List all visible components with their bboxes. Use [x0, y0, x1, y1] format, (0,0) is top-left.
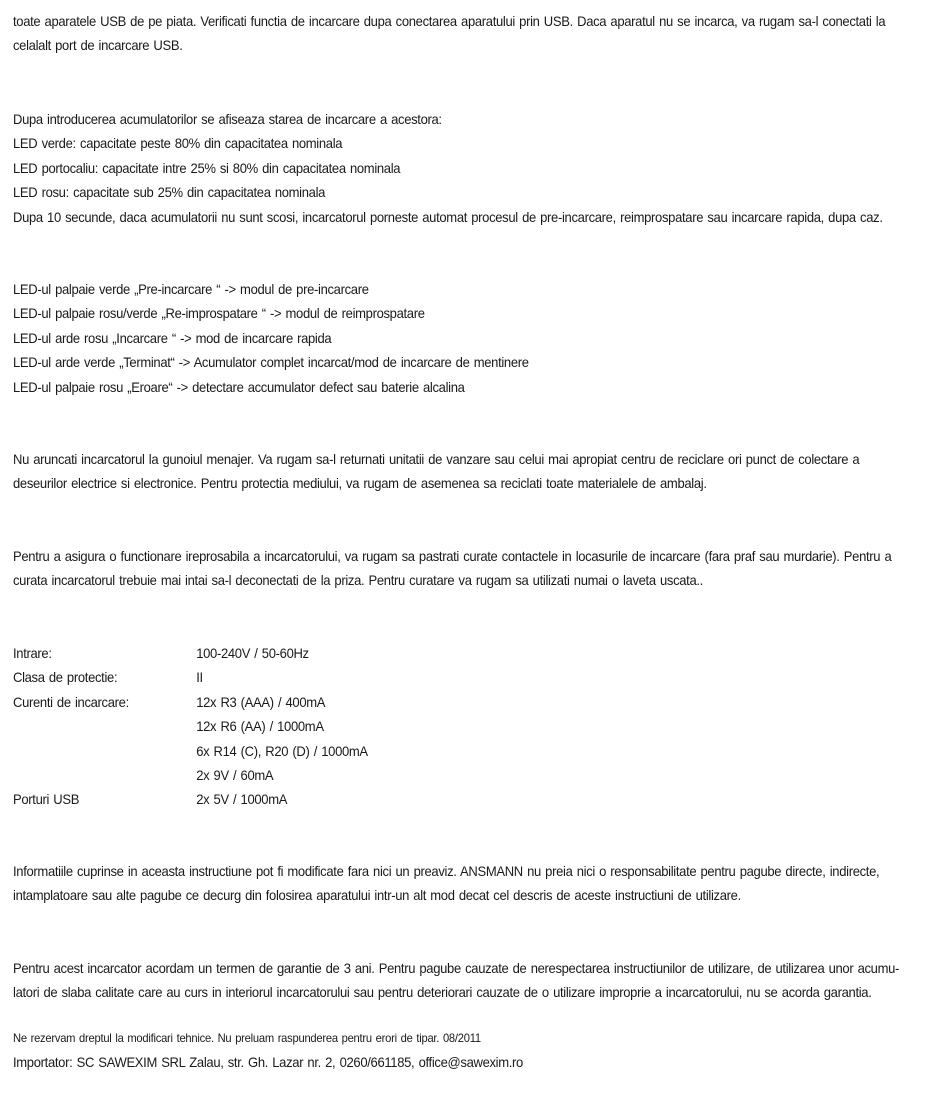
- spec-row: [13, 665, 934, 689]
- text-line: Nu aruncati incarcatorul la gunoiul menajer. Va rugam sa-l returnati unitatii de vanzare sau celui mai apropiat centru de reciclare ori punct de colectare a: [13, 451, 860, 467]
- text-line: Pentru acest incarcator acordam un termen de garantie de 3 ani. Pentru pagube cauzate de nerespectarea instructiunilor de utilizare, de utilizarea unor acumu-: [13, 960, 900, 976]
- spec-row: [13, 787, 934, 811]
- spec-value: II: [196, 669, 203, 686]
- text-line: LED portocaliu: capacitate intre 25% si 80% din capacitatea nominala: [13, 159, 401, 176]
- spec-row: [13, 763, 934, 787]
- text-line: LED-ul palpaie rosu „Eroare“ -> detectare accumulator defect sau baterie alcalina: [13, 378, 465, 395]
- spec-row: [13, 739, 934, 763]
- text-line: LED-ul arde verde „Terminat“ -> Acumulator complet incarcat/mod de incarcare de mentinere: [13, 354, 529, 371]
- spec-row: [13, 714, 934, 738]
- text-line: intamplatoare sau alte pagube ce decurg din folosirea aparatului intr-un alt mod decat cel descris de aceste instructiuni de utilizare.: [13, 887, 741, 904]
- spec-label: [13, 739, 196, 763]
- text-line: deseurilor electrice si electronice. Pentru protectia mediului, va rugam de asemenea sa reciclati toate materialele de ambalaj.: [13, 475, 707, 492]
- text-line: LED rosu: capacitate sub 25% din capacitatea nominala: [13, 184, 326, 201]
- text-line: latori de slaba calitate care au curs in interiorul incarcatorului sau pentru deteriorari cauzate de o utilizare improprie a incarcatorului, nu se acorda garantia.: [13, 984, 872, 1001]
- led-modes-paragraph: [13, 277, 934, 399]
- importer-info: Importator: SC SAWEXIM SRL Zalau, str. Gh. Lazar nr. 2, 0260/661185, office@sawexim.ro: [13, 1054, 523, 1070]
- spec-row: [13, 690, 934, 714]
- text-line: Informatiile cuprinse in aceasta instructiune pot fi modificate fara nici un preaviz. ANSMANN nu preia nici o responsabilitate pentru pagube directe, indirecte,: [13, 863, 880, 879]
- technical-specs-table: [13, 641, 934, 812]
- spec-value: 100-240V / 50-60Hz: [196, 645, 309, 661]
- text-line: LED-ul palpaie verde „Pre-incarcare “ -> modul de pre-incarcare: [13, 281, 369, 297]
- spec-value: 12x R3 (AAA) / 400mA: [196, 693, 326, 710]
- warranty-paragraph: [13, 956, 934, 1005]
- text-line: Dupa introducerea acumulatorilor se afiseaza starea de incarcare a acestora:: [13, 111, 442, 127]
- spec-value: 6x R14 (C), R20 (D) / 1000mA: [196, 742, 368, 759]
- spec-label: Intrare:: [13, 645, 52, 661]
- spec-value: 2x 9V / 60mA: [196, 766, 274, 783]
- led-status-paragraph: [13, 107, 934, 229]
- text-line: LED verde: capacitate peste 80% din capacitatea nominala: [13, 135, 343, 152]
- text-line: celalalt port de incarcare USB.: [13, 37, 183, 54]
- spec-label: Clasa de protectie:: [13, 669, 118, 686]
- disposal-paragraph: [13, 447, 934, 496]
- text-line: curata incarcatorul trebuie mai intai sa-l deconectati de la priza. Pentru curatare va rugam sa utilizati numai o laveta uscata..: [13, 572, 703, 589]
- text-line: Dupa 10 secunde, daca acumulatorii nu sunt scosi, incarcatorul porneste automat procesul de pre-incarcare, reimprospatare sau incarcare rapida, dupa caz.: [13, 208, 883, 225]
- spec-value: 2x 5V / 1000mA: [196, 791, 288, 808]
- spec-row: [13, 641, 934, 665]
- spec-value: 12x R6 (AA) / 1000mA: [196, 718, 324, 735]
- spec-label: [13, 714, 196, 738]
- spec-label: Curenti de incarcare:: [13, 693, 129, 710]
- technical-changes-note: Ne rezervam dreptul la modificari tehnice. Nu preluam raspunderea pentru erori de tipar. 08/2011: [13, 1031, 481, 1045]
- text-line: Pentru a asigura o functionare ireprosabila a incarcatorului, va rugam sa pastrati curate contactele in locasurile de incarcare (fara praf sau murdarie). Pentru a: [13, 548, 892, 564]
- text-line: toate aparatele USB de pe piata. Verificati functia de incarcare dupa conectarea aparatului prin USB. Daca aparatul nu se incarca, va rugam sa-l conectati la: [13, 13, 886, 29]
- text-line: LED-ul arde rosu „Incarcare “ -> mod de incarcare rapida: [13, 329, 332, 346]
- spec-label: Porturi USB: [13, 791, 80, 808]
- usb-charging-paragraph: [13, 9, 934, 58]
- spec-label: [13, 763, 196, 787]
- cleaning-paragraph: [13, 544, 934, 593]
- disclaimer-paragraph: [13, 859, 934, 908]
- text-line: LED-ul palpaie rosu/verde „Re-improspatare “ -> modul de reimprospatare: [13, 305, 425, 322]
